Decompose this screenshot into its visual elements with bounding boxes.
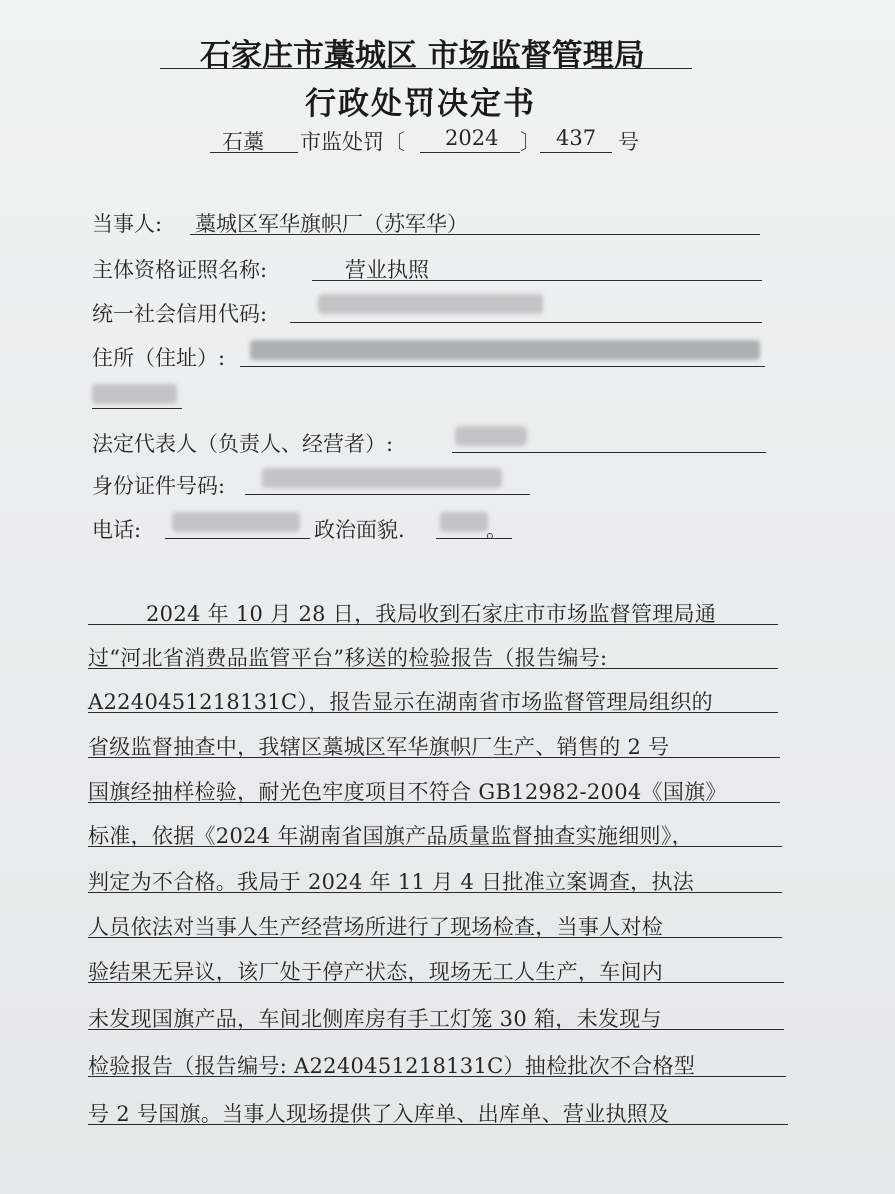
body-line: 省级监督抽查中，我辖区藁城区军华旗帜厂生产、销售的 2 号 — [88, 735, 670, 759]
doc-number-year: 2024 — [445, 126, 499, 150]
body-underline — [88, 1076, 786, 1077]
id-number-underline — [245, 494, 530, 495]
body-line: 人员依法对当事人生产经营场所进行了现场检查，当事人对检 — [88, 915, 664, 939]
address-underline-2 — [92, 408, 182, 409]
doc-number-mid: 市监处罚〔 — [300, 130, 405, 154]
party-underline — [190, 234, 760, 235]
body-underline — [88, 668, 778, 669]
id-number-label: 身份证件号码: — [92, 474, 226, 498]
doc-year-underline — [420, 152, 520, 153]
body-line: A2240451218131C），报告显示在湖南省市场监督管理局组织的 — [88, 690, 713, 714]
legal-rep-label: 法定代表人（负责人、经营者）: — [92, 432, 394, 456]
address-underline-1 — [240, 366, 765, 367]
doc-number-suffix: 号 — [618, 130, 639, 154]
body-underline — [88, 624, 778, 625]
party-label: 当事人: — [92, 212, 163, 236]
political-status-underline — [436, 538, 512, 539]
body-line: 国旗经抽样检验，耐光色牢度项目不符合 GB12982-2004《国旗》 — [88, 780, 727, 804]
license-underline — [312, 280, 762, 281]
body-underline — [88, 892, 782, 893]
address-label: 住所（住址）: — [92, 346, 226, 370]
body-line: 号 2 号国旗。当事人现场提供了入库单、出库单、营业执照及 — [88, 1102, 670, 1126]
address-redacted-line1 — [250, 340, 760, 360]
title-underline — [160, 68, 692, 69]
phone-label: 电话: — [92, 518, 142, 542]
body-line: 2024 年 10 月 28 日，我局收到石家庄市市场监督管理局通 — [146, 602, 717, 626]
credit-code-redacted — [318, 294, 543, 314]
document-title-authority: 石家庄市藁城区 市场监督管理局 — [200, 38, 645, 74]
license-label: 主体资格证照名称: — [92, 258, 268, 282]
credit-code-label: 统一社会信用代码: — [92, 302, 268, 326]
credit-code-underline — [290, 322, 762, 323]
body-line: 检验报告（报告编号: A2240451218131C）抽检批次不合格型 — [88, 1054, 696, 1078]
doc-number-prefix: 石藁 — [222, 130, 264, 154]
body-underline — [88, 982, 784, 983]
body-line: 判定为不合格。我局于 2024 年 11 月 4 日批准立案调查，执法 — [88, 870, 695, 894]
body-underline — [88, 846, 782, 847]
body-line: 未发现国旗产品，车间北侧库房有手工灯笼 30 箱，未发现与 — [88, 1007, 662, 1031]
political-status-end: 。 — [486, 518, 507, 542]
license-value: 营业执照 — [345, 258, 429, 282]
political-status-redacted — [440, 512, 488, 532]
body-underline — [88, 712, 778, 713]
address-redacted-line2 — [92, 384, 177, 404]
body-underline — [88, 937, 782, 938]
body-line: 验结果无异议，该厂处于停产状态，现场无工人生产，车间内 — [88, 960, 664, 984]
doc-number-underline — [540, 152, 612, 153]
body-underline — [88, 757, 780, 758]
body-line: 标准，依据《2024 年湖南省国旗产品质量监督抽查实施细则》， — [88, 824, 693, 848]
body-underline — [88, 1124, 788, 1125]
document-title: 行政处罚决定书 — [305, 86, 536, 122]
phone-redacted — [172, 512, 300, 532]
body-underline — [88, 1029, 784, 1030]
doc-number-close: 〕 — [520, 130, 541, 154]
legal-rep-redacted — [455, 426, 527, 446]
party-value: 藁城区军华旗帜厂（苏军华） — [195, 212, 468, 236]
doc-number-value: 437 — [556, 126, 597, 150]
body-underline — [88, 802, 780, 803]
legal-rep-underline — [452, 452, 766, 453]
id-number-redacted — [262, 468, 502, 488]
phone-underline — [165, 538, 310, 539]
body-line: 过“河北省消费品监管平台”移送的检验报告（报告编号: — [88, 646, 608, 670]
political-status-label: 政治面貌. — [314, 518, 405, 542]
doc-prefix-underline — [210, 152, 298, 153]
